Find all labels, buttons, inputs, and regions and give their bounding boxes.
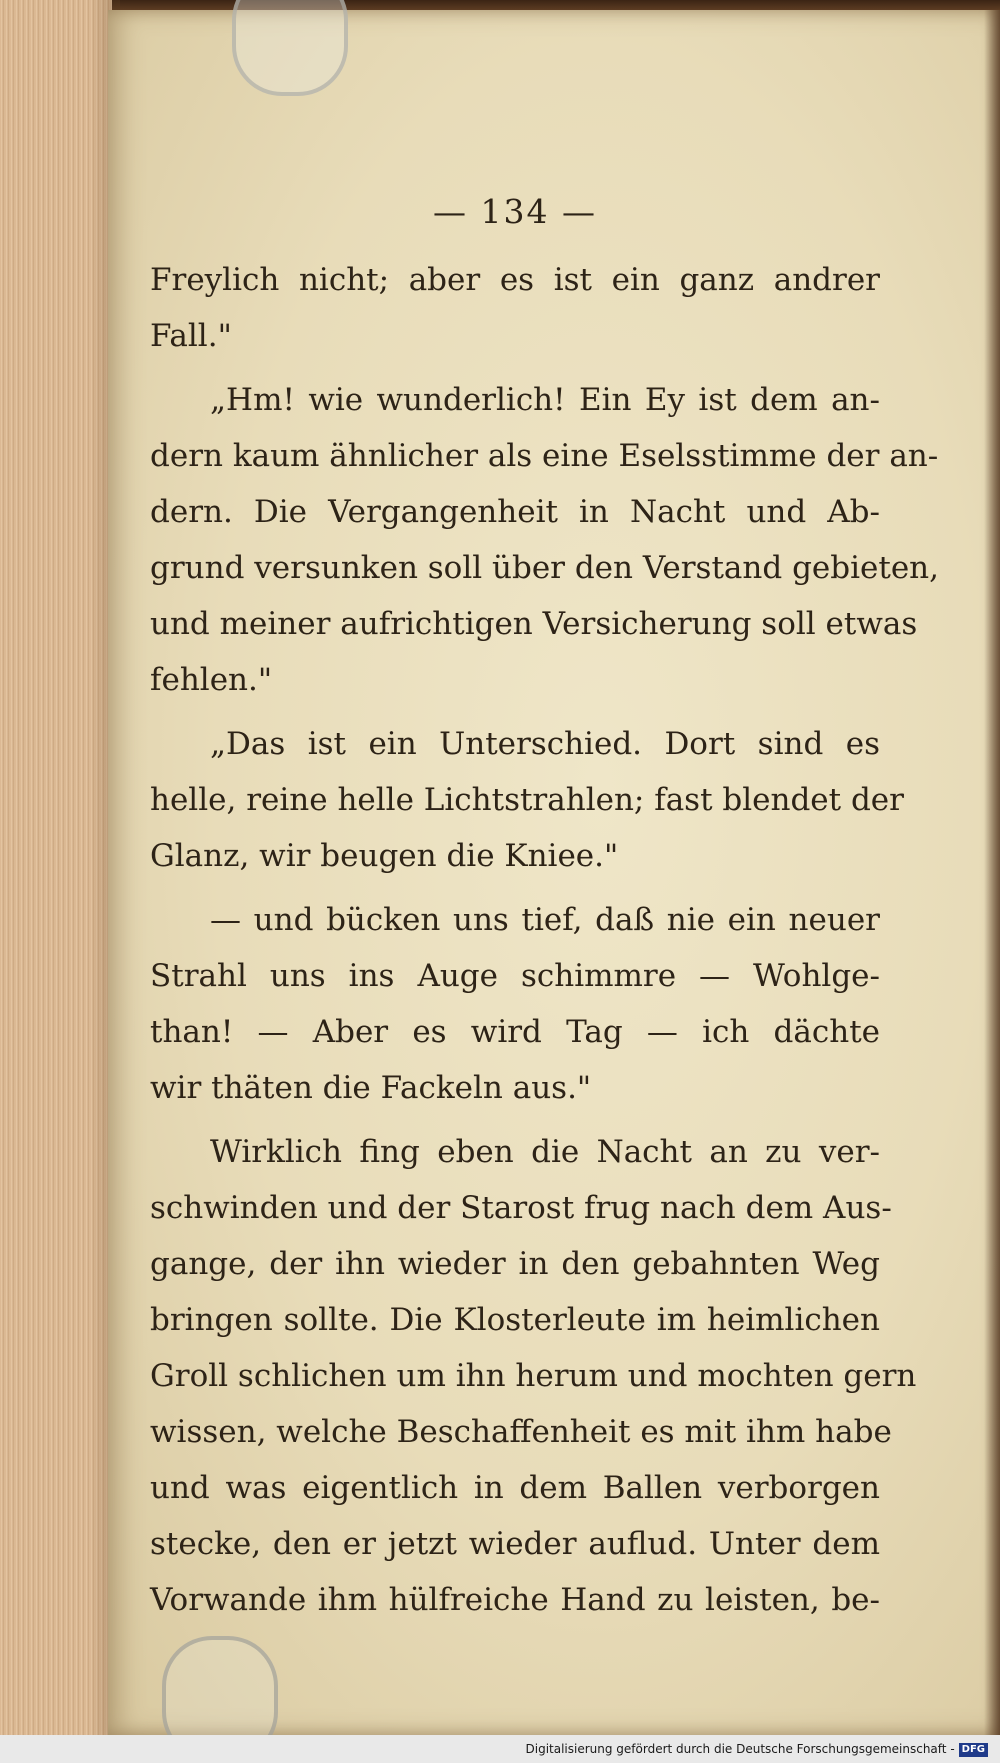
text-line: dern kaum ähnlicher als eine Eselsstimme der an- [150,438,939,474]
page-right-shadow [984,10,1000,1735]
text-line: und was eigentlich in dem Ballen verborgen [150,1470,880,1506]
text-line: bringen sollte. Die Klosterleute im heimlichen [150,1302,880,1338]
text-line: gange, der ihn wieder in den gebahnten Weg [150,1246,880,1282]
text-line: schwinden und der Starost frug nach dem Aus- [150,1190,892,1226]
text-line: Freylich nicht; aber es ist ein ganz andrer [150,262,880,298]
page-text [150,190,939,1628]
text-line: Glanz, wir beugen die Kniee." [150,838,619,874]
credit-text: Digitalisierung gefördert durch die Deutsche Forschungsgemeinschaft - [525,1742,955,1756]
page-number: — 134 — [433,192,597,231]
text-line: — und bücken uns tief, daß nie ein neuer [210,902,880,938]
text-line: wir thäten die Fackeln aus." [150,1070,592,1106]
text-line: „Das ist ein Unterschied. Dort sind es [210,726,880,762]
text-line: „Hm! wie wunderlich! Ein Ey ist dem an- [210,382,880,418]
text-line: Groll schlichen um ihn herum und mochten gern [150,1358,917,1394]
text-line: Strahl uns ins Auge schimmre — Wohlge- [150,958,880,994]
text-line: than! — Aber es wird Tag — ich dächte [150,1014,880,1050]
text-line: Wirklich fing eben die Nacht an zu ver- [210,1134,880,1170]
text-line: dern. Die Vergangenheit in Nacht und Ab- [150,494,880,530]
text-line: stecke, den er jetzt wieder auflud. Unter dem [150,1526,880,1562]
text-line: grund versunken soll über den Verstand gebieten, [150,550,939,586]
text-line: Fall." [150,318,232,354]
text-line: helle, reine helle Lichtstrahlen; fast blendet der [150,782,904,818]
digitization-credit [526,1740,989,1758]
text-line: fehlen." [150,662,273,698]
paper-clip-top [232,0,348,96]
text-line: wissen, welche Beschaffenheit es mit ihm habe [150,1414,892,1450]
text-line: Vorwande ihm hülfreiche Hand zu leisten, be- [150,1582,880,1618]
dfg-logo: DFG [959,1743,988,1757]
text-line: und meiner aufrichtigen Versicherung soll etwas [150,606,918,642]
